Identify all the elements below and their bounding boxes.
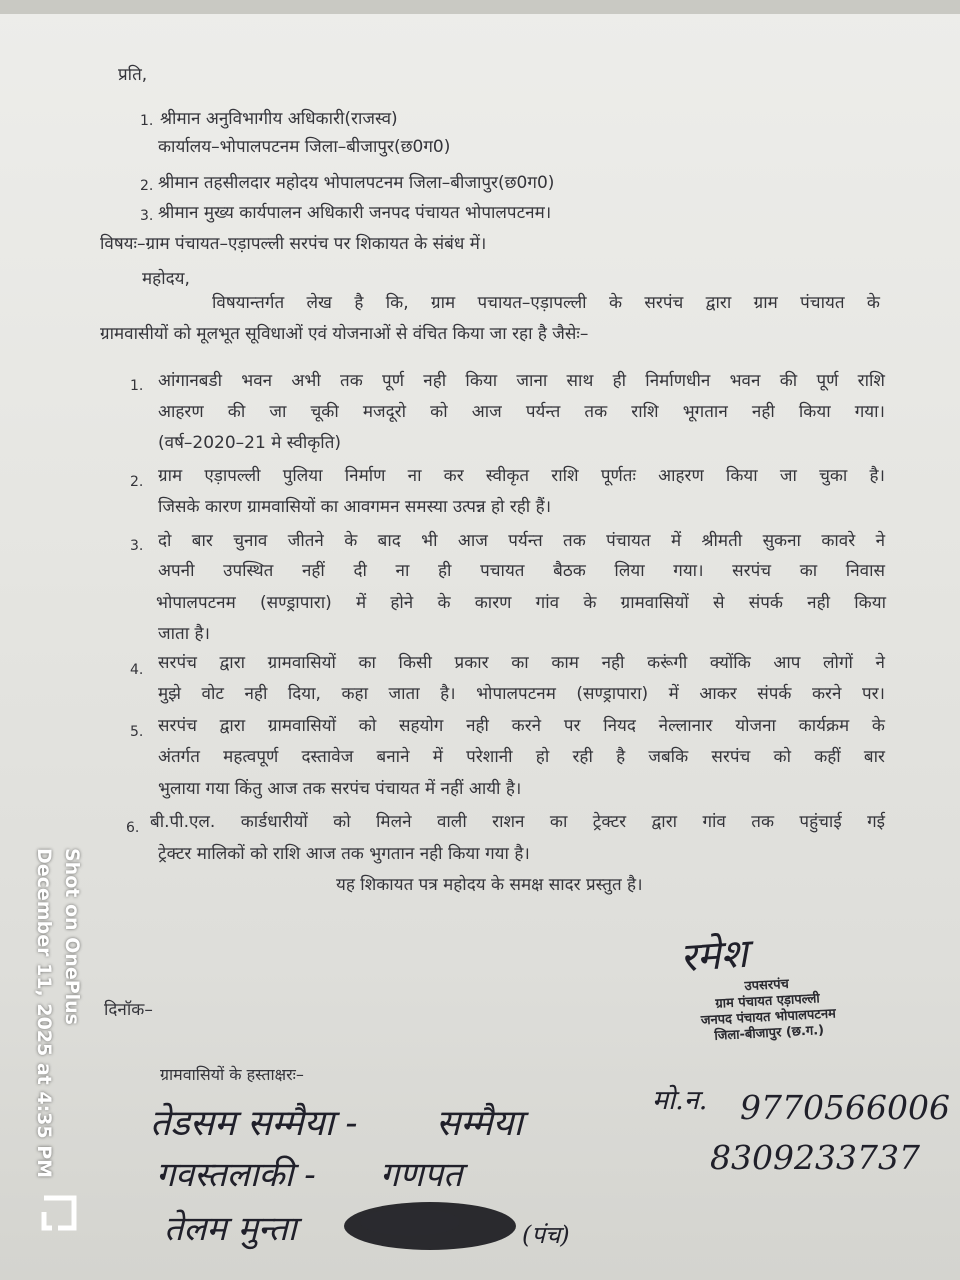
point-3-line-1: दो बार चुनाव जीतने के बाद भी आज पर्यन्त तक पंचायत में श्रीमती सुकना कावरे ने (158, 531, 885, 551)
recipient-1-number: 1. (140, 113, 154, 129)
point-6-line-1: बी.पी.एल. कार्डधारीयों को मिलने वाली राशन का ट्रेक्टर द्वारा गांव तक पहुंचाई गई (150, 812, 885, 832)
salutation-to: प्रति, (118, 65, 148, 85)
intro-line-1: विषयान्तर्गत लेख है कि, ग्राम पचायत–एड़ापल्ली के सरपंच द्वारा ग्राम पंचायत के (212, 293, 880, 313)
sarpanch-signature: रमेश (678, 930, 750, 982)
date-label: दिनॉक– (104, 1000, 153, 1020)
point-4-line-2: मुझे वोट नही दिया, कहा जाता है। भोपालपटनम (सण्ड्रापारा) में आकर संपर्क करने पर। (158, 684, 885, 704)
phone-number-1: 9770566006 (740, 1088, 950, 1127)
thumbprint-mark (340, 1198, 520, 1254)
greeting: महोदय, (142, 269, 190, 289)
point-1-line-3: (वर्ष–2020–21 मे स्वीकृति) (158, 433, 342, 453)
camera-watermark (28, 820, 88, 1250)
villager-2-name: गवस्तलाकी - (156, 1155, 316, 1195)
point-1-line-1: आंगानबडी भवन अभी तक पूर्ण नही किया जाना साथ ही निर्माणधीन भवन की पूर्ण राशि (158, 371, 885, 391)
villager-1-name: तेडसम सम्मैया - (150, 1103, 358, 1144)
point-5-line-2: अंतर्गत महत्वपूर्ण दस्तावेज बनाने में परेशानी हो रही है जबकि सरपंच को कहीं बार (158, 747, 885, 767)
recipient-1-office: कार्यालय–भोपालपटनम जिला–बीजापुर(छ0ग0) (158, 137, 451, 157)
recipient-1-title: श्रीमान अनुविभागीय अधिकारी(राजस्व) (160, 109, 398, 129)
point-3-number: 3. (130, 538, 144, 554)
recipient-2-title: श्रीमान तहसीलदार महोदय भोपालपटनम जिला–बीजापुर(छ0ग0) (158, 173, 555, 193)
phone-number-2: 8309233737 (710, 1138, 920, 1177)
watermark-line-2: December 11, 2025 at 4:35 PM (33, 848, 55, 1179)
point-3-line-3: भोपालपटनम (सण्ड्रापारा) में होने के कारण गांव के ग्रामवासियों से संपर्क नही किया (156, 593, 886, 613)
point-1-line-2: आहरण की जा चूकी मजदूरो को आज पर्यन्त तक राशि भूगतान नही किया गया। (158, 402, 885, 422)
recipient-2-number: 2. (140, 178, 154, 194)
point-1-number: 1. (130, 378, 144, 394)
point-2-line-2: जिसके कारण ग्रामवासियों का आवगमन समस्या उत्पन्न हो रही हैं। (158, 497, 552, 517)
subject-line: विषयः–ग्राम पंचायत–एड़ापल्ली सरपंच पर शिकायत के संबंध में। (100, 234, 487, 254)
oneplus-logo-icon (38, 1192, 80, 1234)
villager-3-sign: (पंच) (522, 1221, 570, 1249)
stamp-line-1: उपसरपंच (744, 976, 790, 995)
watermark-text (30, 848, 86, 1208)
villager-1-sign: सम्मैया (436, 1103, 523, 1144)
point-2-line-1: ग्राम एड़ापल्ली पुलिया निर्माण ना कर स्वीकृत राशि पूर्णतः आहरण किया जा चुका है। (158, 466, 885, 486)
recipient-3-number: 3. (140, 208, 154, 224)
point-4-line-1: सरपंच द्वारा ग्रामवासियों का किसी प्रकार का काम नही करूंगी क्योंकि आप लोगों ने (158, 653, 885, 673)
stamp-line-3: जनपद पंचायत भोपालपटनम (700, 1006, 837, 1029)
point-4-number: 4. (130, 662, 144, 678)
point-3-line-2: अपनी उपस्थित नहीं दी ना ही पचायत बैठक लिया गया। सरपंच का निवास (158, 561, 885, 581)
stamp-line-4: जिला-बीजापुर (छ.ग.) (714, 1023, 825, 1044)
office-stamp (666, 973, 869, 1047)
phone-label: मो.न. (652, 1085, 708, 1116)
villager-2-sign: गणपत (380, 1155, 463, 1195)
intro-line-2: ग्रामवासीयों को मूलभूत सूविधाओं एवं योजनाओं से वंचित किया जा रहा है जैसेः– (100, 324, 589, 344)
closing-line: यह शिकायत पत्र महोदय के समक्ष सादर प्रस्तुत है। (336, 875, 643, 895)
recipient-3-title: श्रीमान मुख्य कार्यपालन अधिकारी जनपद पंचायत भोपालपटनम। (158, 203, 552, 223)
villagers-signature-label: ग्रामवासियों के हस्ताक्षरः– (160, 1065, 304, 1084)
stamp-line-2: ग्राम पंचायत एड़ापल्ली (715, 991, 821, 1012)
villager-3-name: तेलम मुन्ता (164, 1209, 297, 1249)
point-5-line-3: भुलाया गया किंतु आज तक सरपंच पंचायत में नहीं आयी है। (158, 779, 522, 799)
point-5-number: 5. (130, 724, 144, 740)
point-2-number: 2. (130, 474, 144, 490)
paper-top-edge (0, 0, 960, 14)
point-3-line-4: जाता है। (158, 624, 210, 644)
point-6-line-2: ट्रेक्टर मालिकों को राशि आज तक भुगतान नही किया गया है। (158, 844, 530, 864)
point-5-line-1: सरपंच द्वारा ग्रामवासियों को सहयोग नही करने पर नियद नेल्लानार योजना कार्यक्रम के (158, 716, 885, 736)
watermark-line-1: Shot on OnePlus (61, 848, 83, 1025)
point-6-number: 6. (126, 820, 140, 836)
